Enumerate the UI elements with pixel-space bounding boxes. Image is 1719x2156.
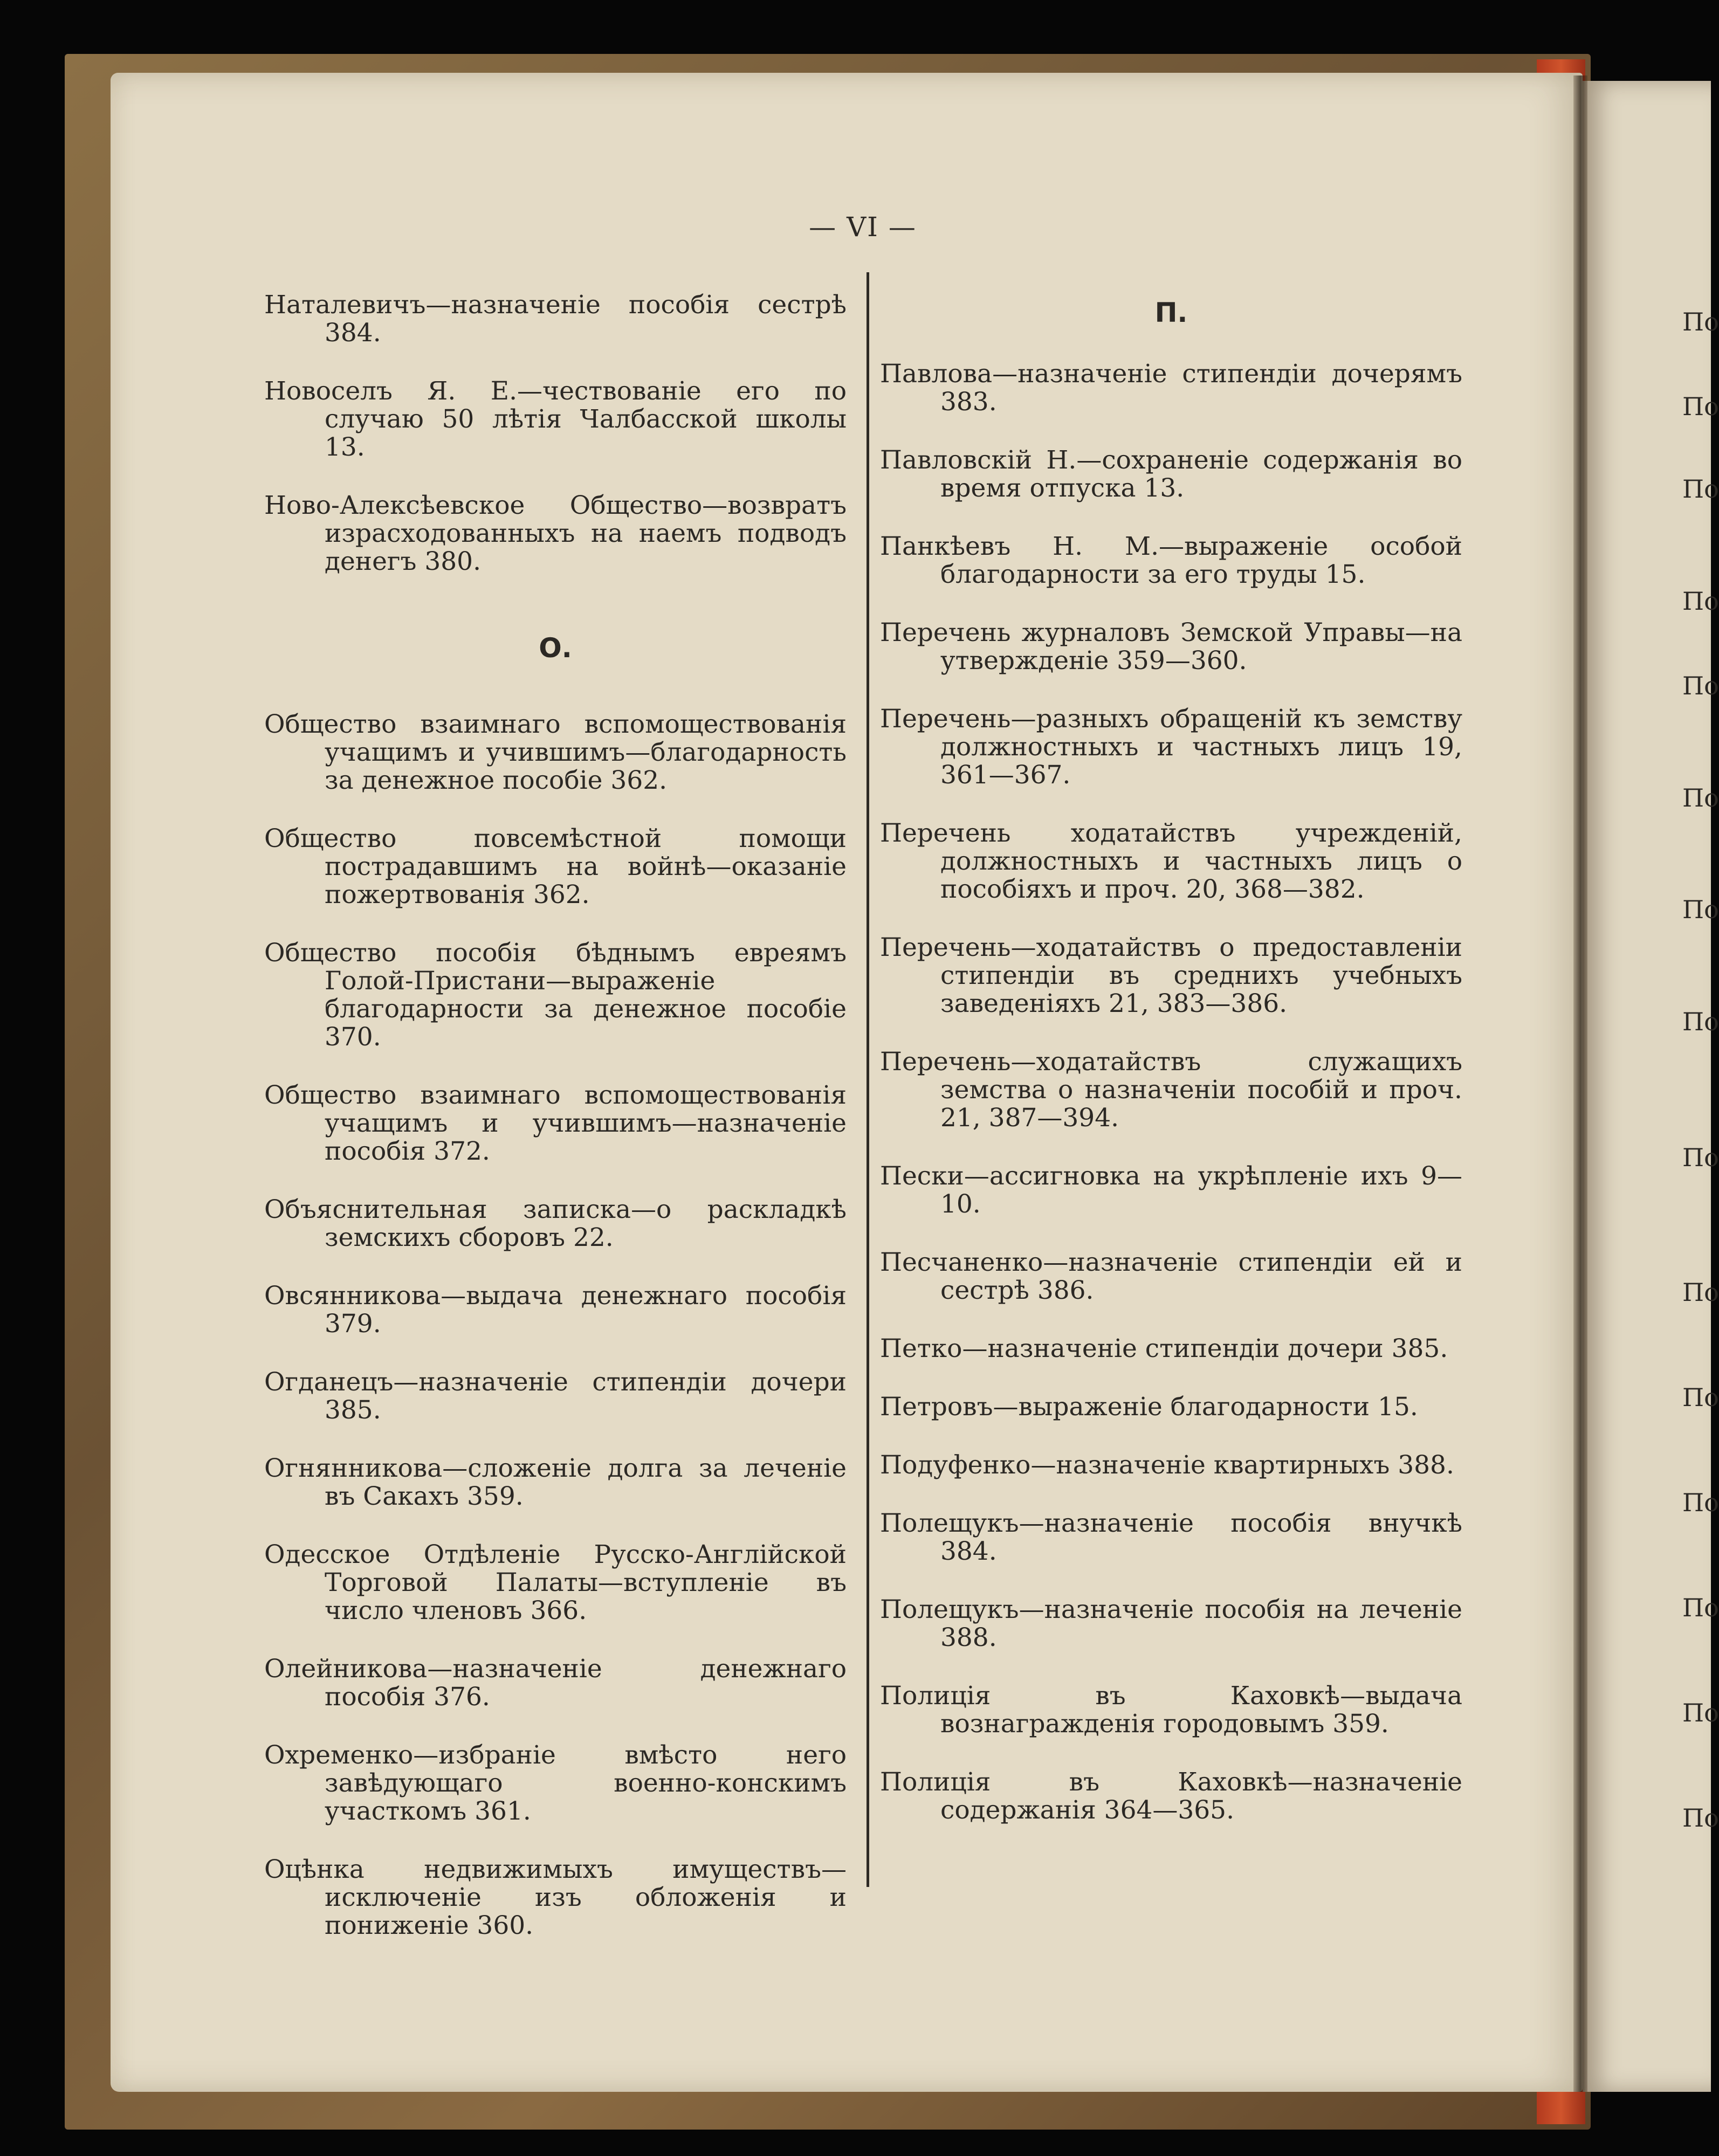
- entry-text: Песчаненко—назначеніе стипендіи ей и сестрѣ 386.: [880, 1248, 1462, 1305]
- index-entry: [264, 1856, 847, 1940]
- entry-text: Овсянникова—выдача денежнаго пособія 379.: [264, 1281, 847, 1339]
- entry-text: Петко—назначеніе стипендіи дочери 385.: [880, 1334, 1448, 1363]
- next-page-fragment: По: [1682, 1383, 1719, 1412]
- entry-text: Петровъ—выраженіе благодарности 15.: [880, 1392, 1418, 1422]
- entry-text: Полиція въ Каховкѣ—назначеніе содержанія 364—365.: [880, 1767, 1462, 1825]
- next-page-fragment: По: [1682, 307, 1719, 336]
- column-divider: [867, 272, 869, 1887]
- entry-text: Перечень ходатайствъ учрежденій, должностныхъ и частныхъ лицъ о пособіяхъ и проч. 20, 368—382.: [880, 818, 1462, 904]
- index-entry: [880, 446, 1462, 502]
- next-page-fragment: По: [1682, 1698, 1719, 1727]
- entry-text: Общество повсемѣстной помощи пострадавшимъ на войнѣ—оказаніе пожертвованія 362.: [264, 824, 847, 910]
- entry-text: Пески—ассигновка на укрѣпленіе ихъ 9—10.: [880, 1161, 1462, 1219]
- entry-text: Полещукъ—назначеніе пособія на леченіе 388.: [880, 1595, 1462, 1652]
- index-entry: [880, 1768, 1462, 1824]
- next-page-fragment: По: [1682, 1488, 1719, 1517]
- index-entry: [880, 1393, 1462, 1421]
- next-page-fragment: По: [1682, 1593, 1719, 1622]
- page-gutter: [1573, 75, 1587, 2092]
- index-entry: [880, 533, 1462, 589]
- index-entry: [264, 1741, 847, 1826]
- index-entry: [264, 1655, 847, 1711]
- index-entry: [880, 1249, 1462, 1305]
- index-entry: [264, 711, 847, 795]
- index-entry: [264, 1082, 847, 1166]
- next-page-fragment: По: [1682, 1007, 1719, 1036]
- next-page-fragment: По: [1682, 1278, 1719, 1307]
- entry-text: Перечень журналовъ Земской Управы—на утвержденіе 359—360.: [880, 618, 1462, 676]
- entry-text: Панкѣевъ Н. М.—выраженіе особой благодарности за его труды 15.: [880, 532, 1462, 589]
- index-entry: [264, 1282, 847, 1338]
- index-entry: [264, 825, 847, 909]
- index-entry: [264, 377, 847, 461]
- next-page-fragment: По: [1682, 895, 1719, 924]
- next-page-fragment: По: [1682, 474, 1719, 504]
- entry-text: Объяснительная записка—о раскладкѣ земскихъ сборовъ 22.: [264, 1195, 847, 1252]
- index-entry: [880, 934, 1462, 1018]
- right-column: [880, 291, 1462, 1855]
- next-page-edge: [1583, 81, 1711, 2092]
- entry-text: Огданецъ—назначеніе стипендіи дочери 385.: [264, 1367, 847, 1425]
- entry-text: Перечень—разныхъ обращеній къ земству должностныхъ и частныхъ лицъ 19, 361—367.: [880, 704, 1462, 790]
- entry-text: Общество пособія бѣднымъ евреямъ Голой-Пристани—выраженіе благодарности за денежное пособіе 370.: [264, 938, 847, 1052]
- index-entry: [264, 492, 847, 576]
- entry-text: Оцѣнка недвижимыхъ имуществъ—исключеніе изъ обложенія и пониженіе 360.: [264, 1855, 847, 1940]
- index-entry: [880, 619, 1462, 675]
- page-number: — VI —: [809, 211, 917, 243]
- index-entry: [880, 1510, 1462, 1566]
- index-entry: [264, 1196, 847, 1252]
- next-page-fragment: По: [1682, 587, 1719, 616]
- left-column: [264, 291, 847, 1970]
- entry-text: Полещукъ—назначеніе пособія внучкѣ 384.: [880, 1508, 1462, 1566]
- entry-text: Полиція въ Каховкѣ—выдача вознагражденія городовымъ 359.: [880, 1681, 1462, 1739]
- index-entry: [880, 1048, 1462, 1132]
- entry-text: Олейникова—назначеніе денежнаго пособія 376.: [264, 1654, 847, 1712]
- entry-text: Наталевичъ—назначеніе пособія сестрѣ 384.: [264, 290, 847, 348]
- section-letter-p: П.: [1154, 297, 1188, 328]
- entry-text: Павлова—назначеніе стипендіи дочерямъ 383.: [880, 359, 1462, 417]
- index-entry: [880, 360, 1462, 416]
- index-entry: [264, 1541, 847, 1625]
- entry-text: Одесское Отдѣленіе Русско-Англійской Торговой Палаты—вступленіе въ число членовъ 366.: [264, 1540, 847, 1625]
- entry-text: Охременко—избраніе вмѣсто него завѣдующаго военно-конскимъ участкомъ 361.: [264, 1740, 847, 1826]
- entry-text: Подуфенко—назначеніе квартирныхъ 388.: [880, 1450, 1454, 1480]
- index-entry: [880, 1682, 1462, 1738]
- index-entry: [264, 1368, 847, 1424]
- section-letter-o: О.: [539, 632, 572, 664]
- index-entry: [264, 291, 847, 347]
- entry-text: Ново-Алексѣевское Общество—возвратъ израсходованныхъ на наемъ подводъ денегъ 380.: [264, 491, 847, 576]
- index-entry: [880, 1451, 1462, 1479]
- next-page-fragment: По: [1682, 671, 1719, 700]
- entry-text: Павловскій Н.—сохраненіе содержанія во время отпуска 13.: [880, 445, 1462, 503]
- entry-text: Общество взаимнаго вспомоществованія учащимъ и учившимъ—назначеніе пособія 372.: [264, 1080, 847, 1166]
- index-entry: [264, 939, 847, 1051]
- next-page-fragment: По: [1682, 1803, 1719, 1833]
- entry-text: Перечень—ходатайствъ о предоставленіи стипендіи въ среднихъ учебныхъ заведеніяхъ 21, 383—386.: [880, 933, 1462, 1018]
- next-page-fragment: По: [1682, 392, 1719, 421]
- next-page-fragment: По: [1682, 1143, 1719, 1172]
- entry-text: Перечень—ходатайствъ служащихъ земства о назначеніи пособій и проч. 21, 387—394.: [880, 1047, 1462, 1133]
- index-entry: [880, 1162, 1462, 1218]
- index-entry: [880, 705, 1462, 789]
- index-entry: [880, 819, 1462, 904]
- entry-text: Общество взаимнаго вспомоществованія учащимъ и учившимъ—благодарность за денежное пособіе 362.: [264, 710, 847, 795]
- entry-text: Огнянникова—сложеніе долга за леченіе въ Сакахъ 359.: [264, 1454, 847, 1511]
- next-page-fragment: По: [1682, 783, 1719, 812]
- index-entry: [880, 1335, 1462, 1363]
- index-entry: [880, 1596, 1462, 1652]
- index-entry: [264, 1455, 847, 1511]
- entry-text: Новоселъ Я. Е.—чествованіе его по случаю 50 лѣтія Чалбасской школы 13.: [264, 376, 847, 462]
